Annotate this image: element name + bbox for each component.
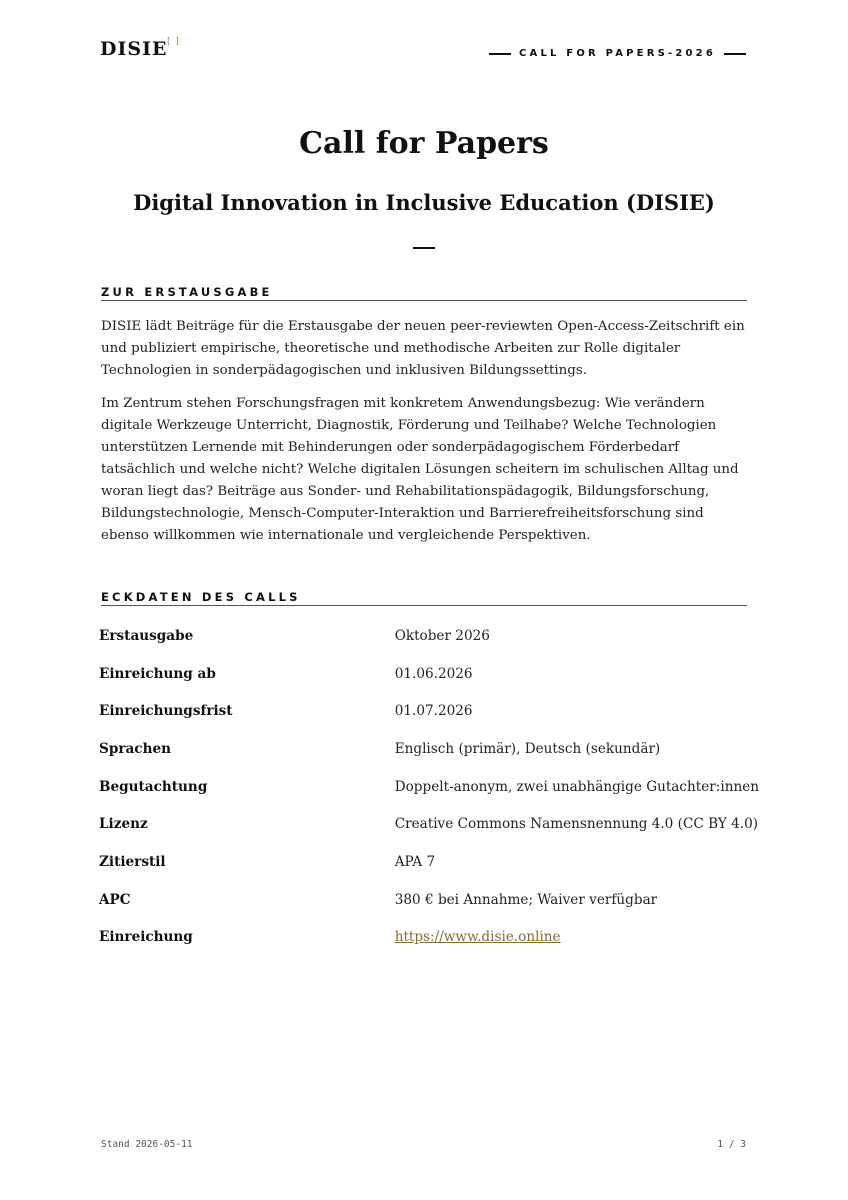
facts-row [99, 617, 759, 655]
facts-value: APA 7 [394, 853, 436, 870]
facts-key: Einreichungsfrist [99, 703, 233, 720]
facts-key: APC [99, 891, 131, 908]
facts-value: Doppelt-anonym, zwei unabhängige Gutachter:innen [394, 778, 759, 795]
facts-key: Einreichung [99, 929, 193, 946]
facts-value-link-cell [395, 919, 759, 957]
header-rule-left [489, 53, 511, 55]
facts-row [99, 655, 759, 693]
facts-value: Oktober 2026 [394, 627, 490, 644]
intro-body [101, 316, 749, 558]
page-title: Call for Papers [299, 126, 549, 161]
facts-value: 380 € bei Annahme; Waiver verfügbar [394, 891, 658, 908]
logo-bracket-mark: [ ] [167, 37, 180, 47]
facts-row [99, 692, 759, 730]
header-label: CALL FOR PAPERS-2026 [518, 48, 716, 59]
facts-row [99, 805, 759, 843]
header-label-group [489, 48, 746, 59]
facts-row [99, 730, 759, 768]
facts-key: Begutachtung [99, 778, 208, 795]
facts-value: Englisch (primär), Deutsch (sekundär) [394, 740, 661, 757]
submission-link[interactable]: https://www.disie.online [394, 929, 561, 946]
facts-row [99, 881, 759, 919]
footer-date: Stand 2026-05-11 [101, 1139, 193, 1150]
facts-key: Lizenz [99, 816, 148, 833]
title-divider [413, 247, 435, 249]
intro-paragraph: DISIE lädt Beiträge für die Erstausgabe der neuen peer-reviewten Open-Access-Zeitschrift ein und publiziert empirische, theoretische und methodische Arbeiten zur Rolle digitaler Technologien in sonderpädagogischen und inklusiven Bildungssettings. [101, 319, 745, 378]
section-heading-intro: ZUR ERSTAUSGABE [101, 285, 747, 301]
intro-paragraph: Im Zentrum stehen Forschungsfragen mit konkretem Anwendungsbezug: Wie verändern digitale Werkzeuge Unterricht, Diagnostik, Förderung und Teilhabe? Welche Technologien unterstützen Lernende mit Behinderungen oder sonderpädagogischem Förderbedarf tatsächlich und welche nicht? Welche digitalen Lösungen scheitern im schulischen Alltag und woran liegt das? Beiträge aus Sonder- und Rehabilitationspädagogik, Bildungsforschung, Bildungstechnologie, Mensch-Computer-Interaktion und Barrierefreiheitsforschung sind ebenso willkommen wie internationale und vergleichende Perspektiven. [101, 396, 739, 543]
facts-value: 01.07.2026 [394, 703, 473, 720]
page-subtitle: Digital Innovation in Inclusive Education (DISIE) [133, 190, 715, 215]
facts-key: Einreichung ab [99, 665, 216, 682]
facts-value: Creative Commons Namensnennung 4.0 (CC BY 4.0) [394, 816, 759, 833]
facts-key: Zitierstil [99, 853, 166, 870]
section-heading-facts: ECKDATEN DES CALLS [101, 590, 747, 606]
page-number: 1 / 3 [717, 1139, 746, 1150]
facts-row [99, 843, 759, 881]
facts-table [99, 617, 759, 956]
journal-logo: DISIE [100, 38, 168, 60]
facts-row [99, 919, 759, 957]
header-rule-right [724, 53, 746, 55]
facts-key: Sprachen [99, 740, 171, 757]
facts-row [99, 768, 759, 806]
facts-key: Erstausgabe [99, 627, 194, 644]
facts-value: 01.06.2026 [394, 665, 473, 682]
